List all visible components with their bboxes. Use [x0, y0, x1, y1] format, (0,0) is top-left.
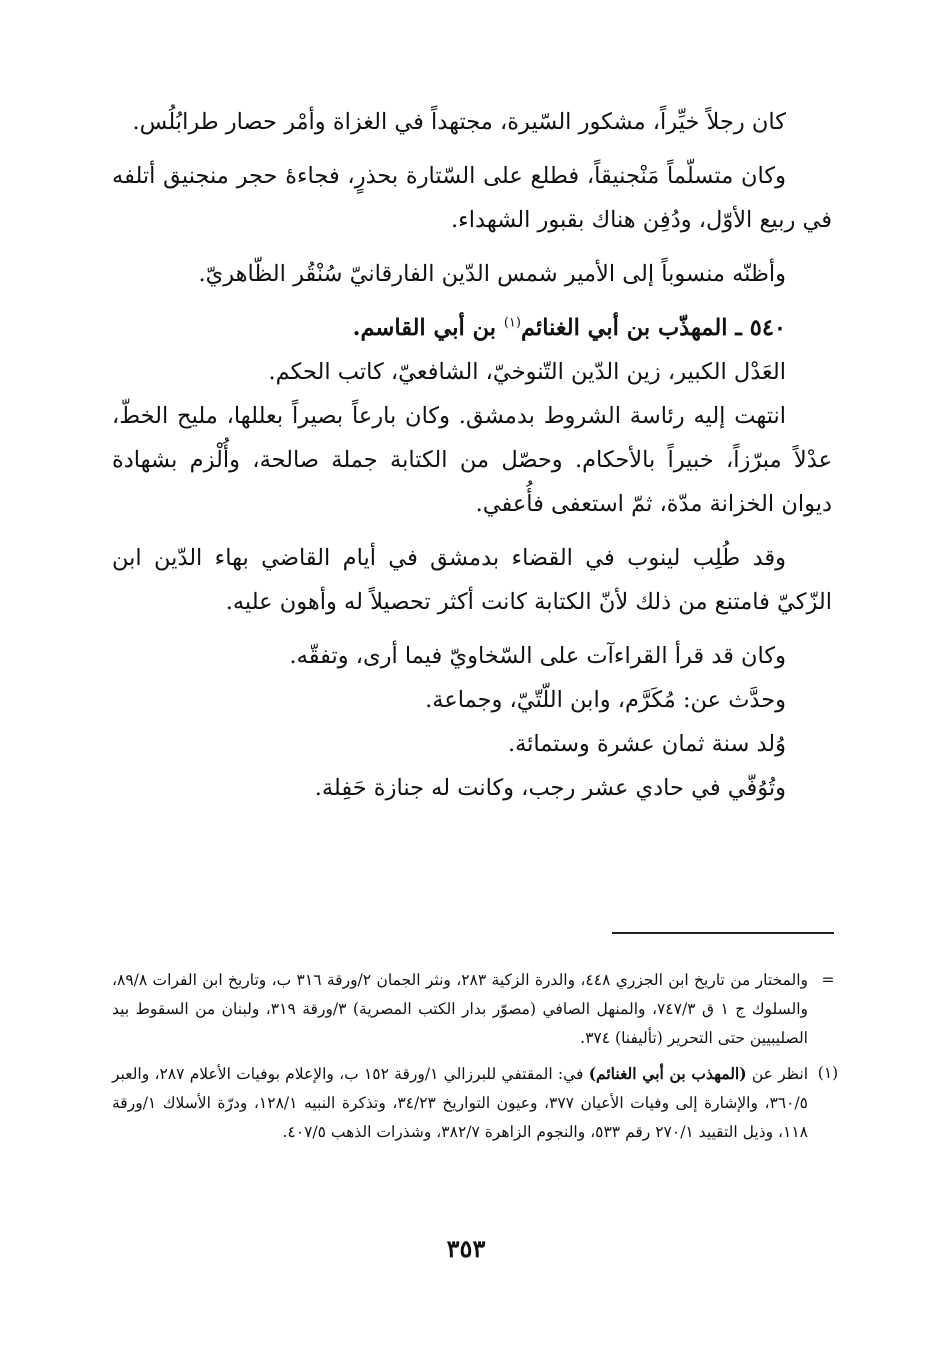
paragraph: وأظنّه منسوباً إلى الأمير شمس الدّين الفارقانيّ سُنْقُر الظّاهريّ. [198, 261, 786, 287]
paragraph: وُلد سنة ثمان عشرة وستمائة. [507, 731, 786, 757]
entry-heading-title: ٥٤٠ ـ المهذّب بن أبي الغنائم [520, 315, 786, 341]
footnote-marker: = [821, 971, 835, 989]
paragraph: العَدْل الكبير، زين الدّين التّنوخيّ، الشافعيّ، كاتب الحكم. [268, 359, 786, 385]
page-number: ٣٥٣ [446, 1234, 486, 1263]
paragraph: وحدَّث عن: مُكَرَّم، وابن اللّتّيّ، وجماعة. [425, 687, 786, 713]
footnotes [112, 966, 848, 1153]
footnote-bold-title: (المهذب بن أبي الغنائم) [588, 1064, 747, 1083]
paragraph: وتُوُفّي في حادي عشر رجب، وكانت له جنازة حَفِلة. [314, 775, 786, 801]
paragraph: وكان قد قرأ القراءآت على السّخاويّ فيما أرى، وتفقّه. [289, 643, 786, 669]
footnote [112, 1059, 848, 1147]
footnote-text: والمختار من تاريخ ابن الجزري ٤٤٨، والدرة الزكية ٢٨٣، ونثر الجمان ٢/ورقة ٣١٦ ب، وتاريخ ابن الفرات ٨٩/٨، والسلوك ج ١ ق ٧٤٧/٣، والمنهل الصافي (مصوّر بدار الكتب المصرية) ٣/ورقة ٣١٩، ولبنان من السقوط بيد الصليبيين حتى التحرير (تأليفنا) ٣٧٤. [112, 971, 809, 1047]
footnote-text [112, 1059, 808, 1147]
footnote-reference: (١) [503, 315, 521, 331]
entry-heading-rest: بن أبي القاسم. [352, 315, 504, 341]
paragraph: كان رجلاً خيِّراً، مشكور السّيرة، مجتهداً في الغزاة وأمْر حصار طرابُلُس. [132, 109, 786, 135]
footnote-separator [612, 932, 834, 934]
entry-heading [112, 306, 832, 350]
paragraph: انتهت إليه رئاسة الشروط بدمشق. وكان بارعاً بصيراً بعللها، مليح الخطّ، عدْلاً مبرّزاً، خبيراً بالأحكام. وحصّل من الكتابة جملة صالحة، وأُلْزم بشهادة ديوان الخزانة مدّة، ثمّ استعفى فأُعفي. [112, 403, 832, 517]
footnote-body: في: المقتفي للبرزالي ١/ورقة ١٥٢ ب، والإعلام بوفيات الأعلام ٢٨٧، والعبر ٣٦٠/٥، والإشارة إلى وفيات الأعيان ٣٧٧، وعيون التواريخ ٣٤/٢٣، وتذكرة النبيه ١٢٨/١، ودرّة الأسلاك ١/ورقة ١١٨، وذيل التقييد ٢٧٠/١ رقم ٥٣٣، والنجوم الزاهرة ٣٨٢/٧، وشذرات الذهب ٤٠٧/٥. [112, 1065, 808, 1141]
paragraph: وكان متسلّماً مَنْجنيقاً، فطلع على السّتارة بحذرٍ، فجاءهٔ حجر منجنيق أتلفه في ربيع الأوّل، ودُفِن هناك بقبور الشهداء. [112, 163, 832, 233]
footnote [112, 966, 848, 1053]
footnote-prefix: انظر عن [746, 1065, 808, 1083]
main-text [112, 100, 832, 810]
footnote-marker: (١) [817, 1064, 839, 1082]
paragraph: وقد طُلِب لينوب في القضاء بدمشق في أيام القاضي بهاء الدّين ابن الزّكيّ فامتنع من ذلك لأنّ الكتابة كانت أكثر تحصيلاً له وأهون عليه. [112, 545, 832, 615]
